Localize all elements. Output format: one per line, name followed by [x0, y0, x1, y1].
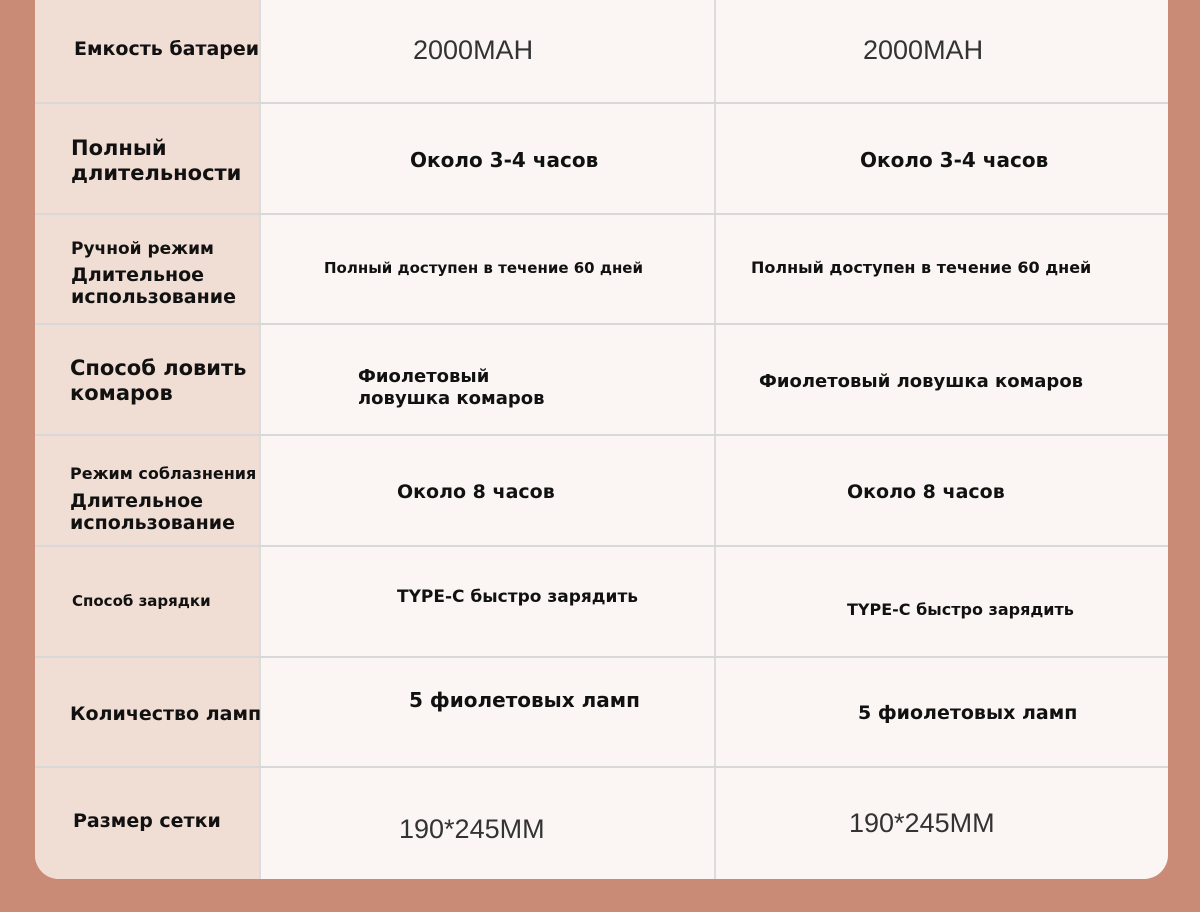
column-divider — [259, 0, 261, 879]
lamp-count-value-2: 5 фиолетовых ламп — [858, 702, 1078, 724]
row-label-catching-method: Способ ловить комаров — [70, 356, 247, 406]
lamp-count-value-1: 5 фиолетовых ламп — [409, 688, 640, 712]
row-divider — [35, 434, 1168, 436]
row-divider — [35, 213, 1168, 215]
manual-mode-value-2: Полный доступен в течение 60 дней — [751, 258, 1092, 277]
battery-capacity-value-2: 2000MAH — [863, 35, 984, 65]
full-duration-value-1: Около 3-4 часов — [410, 148, 599, 172]
full-duration-value-2: Около 3-4 часов — [860, 148, 1049, 172]
lure-mode-value-1: Около 8 часов — [397, 481, 555, 503]
row-label-lure-mode: Режим соблазнения Длительное использование — [70, 464, 257, 535]
row-label-net-size: Размер сетки — [73, 810, 221, 832]
lure-mode-value-2: Около 8 часов — [847, 481, 1005, 503]
catching-method-value-2: Фиолетовый ловушка комаров — [759, 371, 1084, 392]
row-label-battery-capacity: Емкость батареи — [74, 38, 260, 60]
row-divider — [35, 766, 1168, 768]
net-size-value-1: 190*245MM — [399, 814, 545, 844]
battery-capacity-value-1: 2000MAH — [413, 35, 534, 65]
row-label-charging-method: Способ зарядки — [72, 592, 211, 610]
label-column — [35, 0, 262, 879]
spec-table — [35, 0, 1168, 879]
manual-mode-value-1: Полный доступен в течение 60 дней — [324, 259, 643, 277]
charging-method-value-2: TYPE-C быстро зарядить — [847, 600, 1074, 619]
catching-method-value-1: Фиолетовый ловушка комаров — [358, 366, 545, 409]
charging-method-value-1: TYPE-C быстро зарядить — [397, 587, 639, 607]
row-label-full-duration: Полный длительности — [71, 136, 242, 186]
net-size-value-2: 190*245MM — [849, 808, 995, 838]
row-label-lamp-count: Количество ламп — [70, 703, 262, 725]
row-divider — [35, 102, 1168, 104]
column-divider — [714, 0, 716, 879]
row-divider — [35, 323, 1168, 325]
row-divider — [35, 545, 1168, 547]
row-label-manual-mode: Ручной режим Длительное использование — [71, 239, 236, 309]
row-divider — [35, 656, 1168, 658]
